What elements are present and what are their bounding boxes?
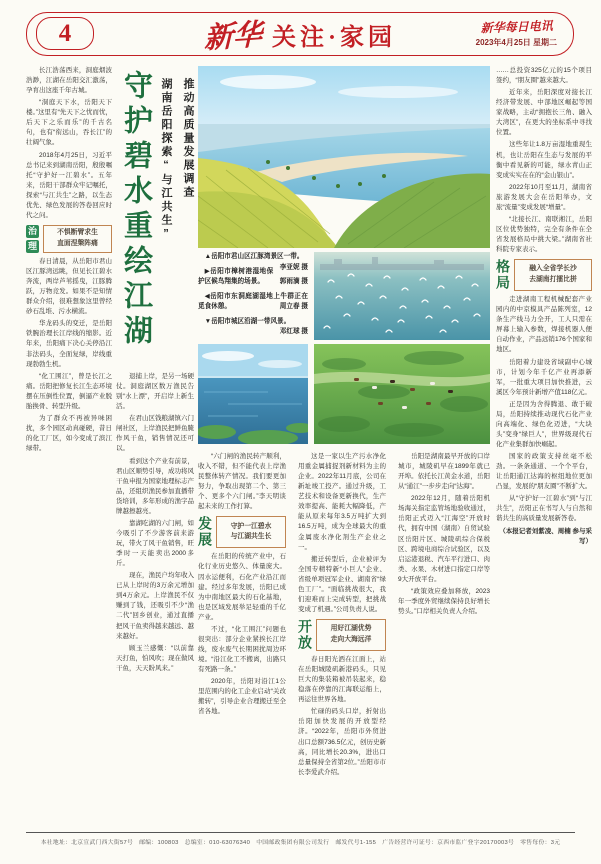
paragraph: 2020年，岳阳对沿江1公里范围内的化工企业启动“关改搬转”，引导企业合理搬迁至全省各地。 [198, 678, 286, 716]
caption-marker-down-icon: ▼ [204, 317, 212, 325]
section-badge-development [198, 516, 286, 548]
paragraph: 从“守护好一江碧水”到“与江共生”，岳阳正在书写人与自然和谐共生的高质量发展新答卷。 [496, 495, 592, 523]
photo-pasture-cattle [314, 344, 490, 444]
paragraph: 看到这个产业有前景，君山区顺势引导，成功将风干鱼申报为国家地理标志产品，还组织渔民参加直播带货培训，多年形成的渔字品牌越擦越亮。 [116, 457, 194, 515]
photo-credit: 周立春 摄 [279, 303, 308, 311]
paragraph: 2018年4月25日，习近平总书记来到湖南岳阳，殷殷嘱托“守护好一江碧水”。五年来，岳阳干部群众牢记嘱托，探索“与江共生”之路，以生态优先、绿色发展的答卷回应时代之问。 [26, 151, 112, 219]
page-number: 4 [36, 17, 94, 50]
subtitle [158, 78, 196, 363]
headline-zone [116, 66, 194, 822]
paragraph: 春日阳光洒在江面上，站在岳阳城陵矶新港码头，只见巨大的集装箱被吊装起来，稳稳落在停靠的江海联运船上，再运往世界各地。 [298, 656, 386, 704]
photo-captions [198, 252, 308, 340]
paragraph: 2022年10月至11月，湖南省旅游发展大会在岳阳举办，文旅“流量”变成发展“增量”。 [496, 183, 592, 211]
text-column-4 [298, 452, 386, 822]
text-column-right [496, 66, 592, 822]
photo-credit: 邓红球 摄 [279, 328, 308, 336]
opening-badge-icon: 开放 [297, 619, 313, 651]
caption-marker-up-icon: ▲ [204, 253, 212, 260]
caption-marker-left-icon: ◀ [204, 292, 211, 300]
pattern-couplet-box: 融入全省学长沙 去湖南打擂比拼 [514, 259, 592, 291]
paragraph: “北接长江、南联湘江，岳阳区位优势独特，完全有条件在全省发展格局中挑大梁。”湖南省社科院专家表示。 [496, 215, 592, 254]
opening-couplet-box: 用好江湖优势 走向大海远洋 [316, 619, 386, 651]
footer-rule [26, 832, 575, 833]
paragraph: “政策效应叠加释放，2023年一季度外贸继续保持良好增长势头。”口岸相关负责人介绍。 [398, 587, 490, 615]
governance-badge-icon: 治 理 [27, 225, 37, 251]
paragraph: 不过，“化工围江”问题也很突出：部分企业紧挨长江岸线，废水废气长期困扰周边环境。“沿江化工不搬离，出路只有死路一条。” [198, 625, 286, 674]
paragraph: “洞庭天下水，岳阳天下楼。”这里有“先天下之忧而忧，后天下之乐而乐”的千古名句，也有“衔远山，吞长江”的壮阔气象。 [26, 99, 112, 147]
page-header [26, 12, 574, 56]
paragraph: 岳阳是湖南最早开放的口岸城市，城陵矶早在1899年就已开埠。依托长江黄金水道，岳阳从“通江”一步步走向“达海”。 [398, 453, 490, 491]
paragraph: 华龙码头的变迁，是岳阳铁腕治理长江岸线的缩影。近年来，岳阳痛下决心关停沿江非法码头，全面复绿，岸线重现勃勃生机。 [26, 320, 112, 368]
paragraph: 2022年12月，随着岳阳机场海关指定监管场地验收通过，岳阳正式迈入“江海空”开放时代，拥有中国（湖南）自贸试验区岳阳片区、城陵矶综合保税区、跨境电商综合试验区，以及启运港退税、汽车平行进口、肉类、水果、木材进口指定口岸等9大开放平台。 [398, 495, 490, 583]
subtitle-line-2: 推动高质量发展调查 [182, 78, 194, 200]
masthead-section-title: 关注·家园 [272, 24, 397, 51]
paragraph: 为了群众不再被异味困扰，多个园区动真碰硬，昔日的化工厂区，如今变成了滨江绿带。 [26, 414, 112, 453]
paragraph: 正是因为舍得腾退、敢于破局，岳阳持续推动现代石化产业向高端化、绿色化迈进，“大块头”变身“绿巨人”，世界级现代石化产业集群加快崛起。 [496, 400, 592, 448]
paragraph: 在岳阳的传统产业中，石化行业历史悠久、体量庞大。因水运便利，石化产业沿江而建。经过多年发展，岳阳已成为中南地区最大的石化基地，也是区域发展举足轻重的千亿产业。 [198, 553, 286, 621]
paragraph: 忙碌的码头口岸，折射出岳阳加快发展的开放型经济。“2022年，岳阳市外贸进出口总额736.5亿元，创历史新高，同比增长20.3%，进出口总量保持全省第2位。”岳阳市市长李爱武介绍。 [298, 708, 386, 776]
photo-caption: ▲岳阳市君山区江豚湾景区一带。 李亚妮 摄 [198, 252, 308, 263]
paragraph: 顾玉兰感慨：“以前靠天打鱼，怕风吹；现在做风干鱼，天天盼风来。” [116, 644, 194, 672]
date-line: 2023年4月25日 星期二 [475, 38, 557, 47]
paragraph: 靠湖吃湖的六门闸，如今吸引了不少游客前来游玩，带火了风干鱼销售，旺季时一天能卖出2000多斤。 [116, 519, 194, 568]
photo-caption: ◀岳阳市东洞庭湖湿地上牛群正在觅食休憩。 周立春 摄 [198, 292, 308, 313]
development-couplet-box: 守护一江碧水 与江湖共生长 [216, 516, 286, 548]
photo-caption: ▼岳阳市城区沿湖一带风景。 邓红球 摄 [198, 317, 308, 328]
text-column-5 [398, 452, 490, 822]
paragraph: 现在，渔民户均年收入已从上岸时的3万余元增加到4万余元。上岸渔民不仅赚到了钱，还吸引不少“渔二代”回乡创业，通过直播把风干鱼卖得越来越远、越来越好。 [116, 572, 194, 640]
paragraph: 长江浩荡西来，洞庭烟波浩渺，江湖在岳阳交汇激荡，孕育出这座千年古城。 [26, 67, 112, 95]
paragraph: ……总投资325亿元的15个项目签约，“朋友圈”越来越大。 [496, 67, 592, 85]
masthead-script-logo: 新华 [204, 18, 262, 55]
paragraph: 退捕上岸，是另一场硬仗。洞庭湖区数万渔民告别“水上漂”，开启岸上新生活。 [116, 373, 194, 411]
section-badge-governance [26, 225, 112, 253]
paragraph: “六门闸的渔民转产顺利，收入不错，但不能代表上岸渔民整体转产情况。我们要更加努力，争取出现第二个、第三个、更多个六门闸。”李天明谈起未来的工作打算。 [198, 453, 286, 511]
development-badge-icon: 发展 [197, 516, 213, 549]
paragraph: 春日清晨，从岳阳市君山区江豚湾远眺，但见长江碧水奔流，两岸芦苇摇曳，江豚腾跃，万物竞发。如果不是知情群众介绍，很难想象这里曾经砂石乱堆、污水横流。 [26, 257, 112, 316]
photo-lake-shore [198, 344, 308, 444]
paragraph: 在君山区钱粮湖镇六门闸社区，上岸渔民把鲜鱼腌作风干鱼，销售情况还可以。 [116, 415, 194, 453]
main-headline: 守护碧水重绘江湖 [120, 70, 152, 350]
section-badge-pattern [496, 259, 592, 291]
photo-aerial-river [198, 66, 490, 248]
photo-birds-flock [314, 252, 490, 340]
paragraph: 这是一家以生产污水净化用重金属捕捉剂新材料为主的企业。2022年11月底，公司在新址竣工投产。通过升级，工艺技术和设备更新换代，生产效率提高、能耗大幅降低，产能从原来每年3.5万吨扩大到16.5万吨，成为全球最大的重金属废水净化剂生产企业之一。 [298, 453, 386, 551]
text-column-1 [26, 66, 112, 822]
paragraph: 近年来，岳阳深度对接长江经济带发展、中部地区崛起等国家战略，主动“拥抱长三角、融入大湾区”，在更大的坐标系中寻找位置。 [496, 89, 592, 137]
section-badge-opening [298, 619, 386, 651]
caption-marker-right-icon: ▶ [204, 267, 211, 275]
subtitle-line-1: 湖南岳阳探索“与江共生” [160, 78, 172, 242]
photo-caption: ▶岳阳市樟树港湿地保护区候鸟翔集的场景。 郭雨滴 摄 [198, 267, 308, 288]
paragraph: 走进湖南工程机械配套产业园内的中京模具产品陈列室，12条生产线马力全开，工人只需在屏幕上输入参数，焊接机器人便自动作业，产品远销176个国家和地区。 [496, 296, 592, 354]
paragraph: 这些年让1.8万亩湿地重现生机，也让岳阳在生态与发展的平衡中看见新的可能，绿水青山正变成实实在在的“金山银山”。 [496, 141, 592, 179]
paragraph: “化工围江”，曾是长江之痛。岳阳把修复长江生态环境摆在压倒性位置，倒逼产业脱胎换骨、转型升级。 [26, 372, 112, 410]
photo-credit: 李亚妮 摄 [279, 263, 308, 271]
pattern-badge-icon: 格局 [495, 259, 511, 292]
paragraph: 岳阳着力建设省域副中心城市，计划今年千亿产业再添新军，一批重大项目加快推进，云溪区今年预计新增产值118亿元。 [496, 358, 592, 396]
paper-name: 新华每日电讯 [480, 18, 553, 36]
governance-couplet-box: 不惧断臂求生 直面涅槃阵痛 [43, 225, 112, 253]
photo-credit: 郭雨滴 摄 [279, 278, 308, 286]
text-column-3 [198, 452, 286, 822]
text-column-2 [116, 372, 194, 822]
byline: （本报记者刘紫凌、周楠 参与采写） [499, 527, 592, 545]
paragraph: 国家的政策支持丝毫不松劲。一条条通道、一个个平台，让岳阳通江达海的枢纽地位更加凸显，发展的“朋友圈”不断扩大。 [496, 453, 592, 491]
edition-info [476, 18, 557, 48]
footer-text: 本社地址：北京宣武门西大街57号 邮编：100803 总编室：010-63076340 中国邮政集团有限公司发行 邮发代号1-155 广告经营许可证号：京西市监广登字20170003号 零售每份：3元 [40, 840, 561, 846]
paragraph: 搬迁转型后，企业被评为全国专精特新“小巨人”企业、省级单项冠军企业、湖南省“绿色工厂”。“面临挑战很大，我们迎难而上完成转型，把挑战变成了机遇。”公司负责人说。 [298, 555, 386, 613]
